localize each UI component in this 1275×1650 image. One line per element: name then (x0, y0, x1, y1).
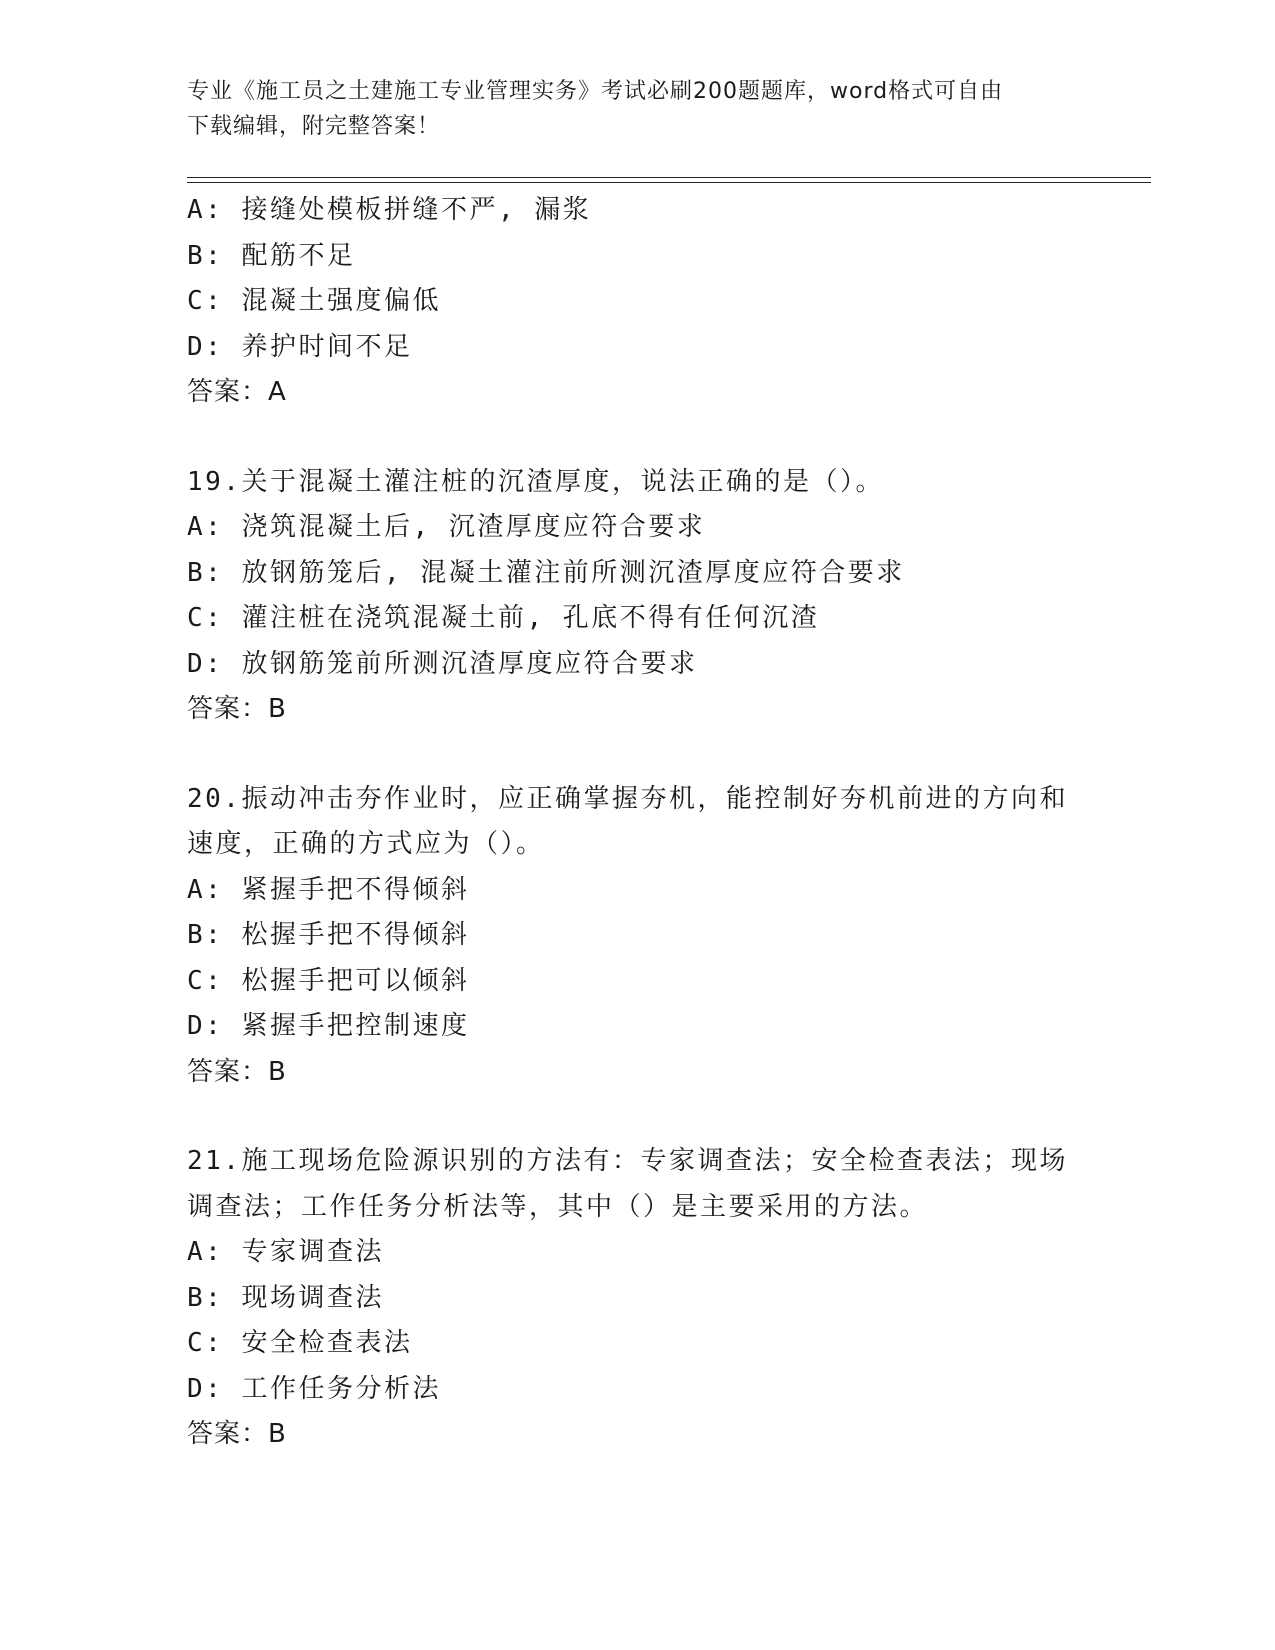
answer: 答案：B (187, 694, 287, 724)
option-b: B: 松握手把不得倾斜 (187, 920, 470, 950)
option-a: A: 专家调查法 (187, 1237, 384, 1267)
question-stem: 19.关于混凝土灌注桩的沉渣厚度，说法正确的是（）。 (187, 466, 884, 497)
prev-question (187, 188, 1087, 416)
option-d: D: 工作任务分析法 (187, 1373, 441, 1404)
question-stem-line-1: 20.振动冲击夯作业时，应正确掌握夯机，能控制好夯机前进的方向和 (187, 783, 1068, 814)
option-c: C: 安全检查表法 (187, 1328, 413, 1358)
option-c: C: 混凝土强度偏低 (187, 286, 441, 316)
header-title-line-2: 下载编辑，附完整答案！ (187, 114, 441, 139)
question-stem-line-2: 调查法；工作任务分析法等，其中（）是主要采用的方法。 (187, 1191, 929, 1222)
option-d: D: 紧握手把控制速度 (187, 1011, 470, 1041)
answer: 答案：A (187, 377, 287, 407)
document-header (187, 74, 1087, 144)
option-b: B: 现场调查法 (187, 1282, 384, 1313)
option-a: A: 浇筑混凝土后, 沉渣厚度应符合要求 (187, 512, 706, 542)
option-c: C: 松握手把可以倾斜 (187, 965, 470, 996)
option-b: B: 放钢筋笼后, 混凝土灌注前所测沉渣厚度应符合要求 (187, 557, 905, 588)
option-d: D: 放钢筋笼前所测沉渣厚度应符合要求 (187, 648, 698, 679)
question-19 (187, 460, 1087, 733)
option-a: A: 接缝处模板拼缝不严, 漏浆 (187, 195, 592, 225)
option-b: B: 配筋不足 (187, 240, 356, 271)
question-20 (187, 777, 1087, 1096)
option-a: A: 紧握手把不得倾斜 (187, 874, 470, 905)
question-list (187, 188, 1087, 1458)
header-divider-top (187, 177, 1151, 178)
header-title-line-1: 专业《施工员之土建施工专业管理实务》考试必刷200题题库，word格式可自由 (187, 79, 1004, 104)
question-stem-line-1: 21.施工现场危险源识别的方法有：专家调查法；安全检查表法；现场 (187, 1146, 1068, 1176)
answer: 答案：B (187, 1419, 287, 1449)
option-d: D: 养护时间不足 (187, 331, 413, 362)
answer: 答案：B (187, 1056, 287, 1087)
question-stem-line-2: 速度，正确的方式应为（）。 (187, 829, 545, 859)
option-c: C: 灌注桩在浇筑混凝土前, 孔底不得有任何沉渣 (187, 603, 820, 633)
question-21 (187, 1139, 1087, 1458)
header-divider-bottom (187, 182, 1151, 183)
